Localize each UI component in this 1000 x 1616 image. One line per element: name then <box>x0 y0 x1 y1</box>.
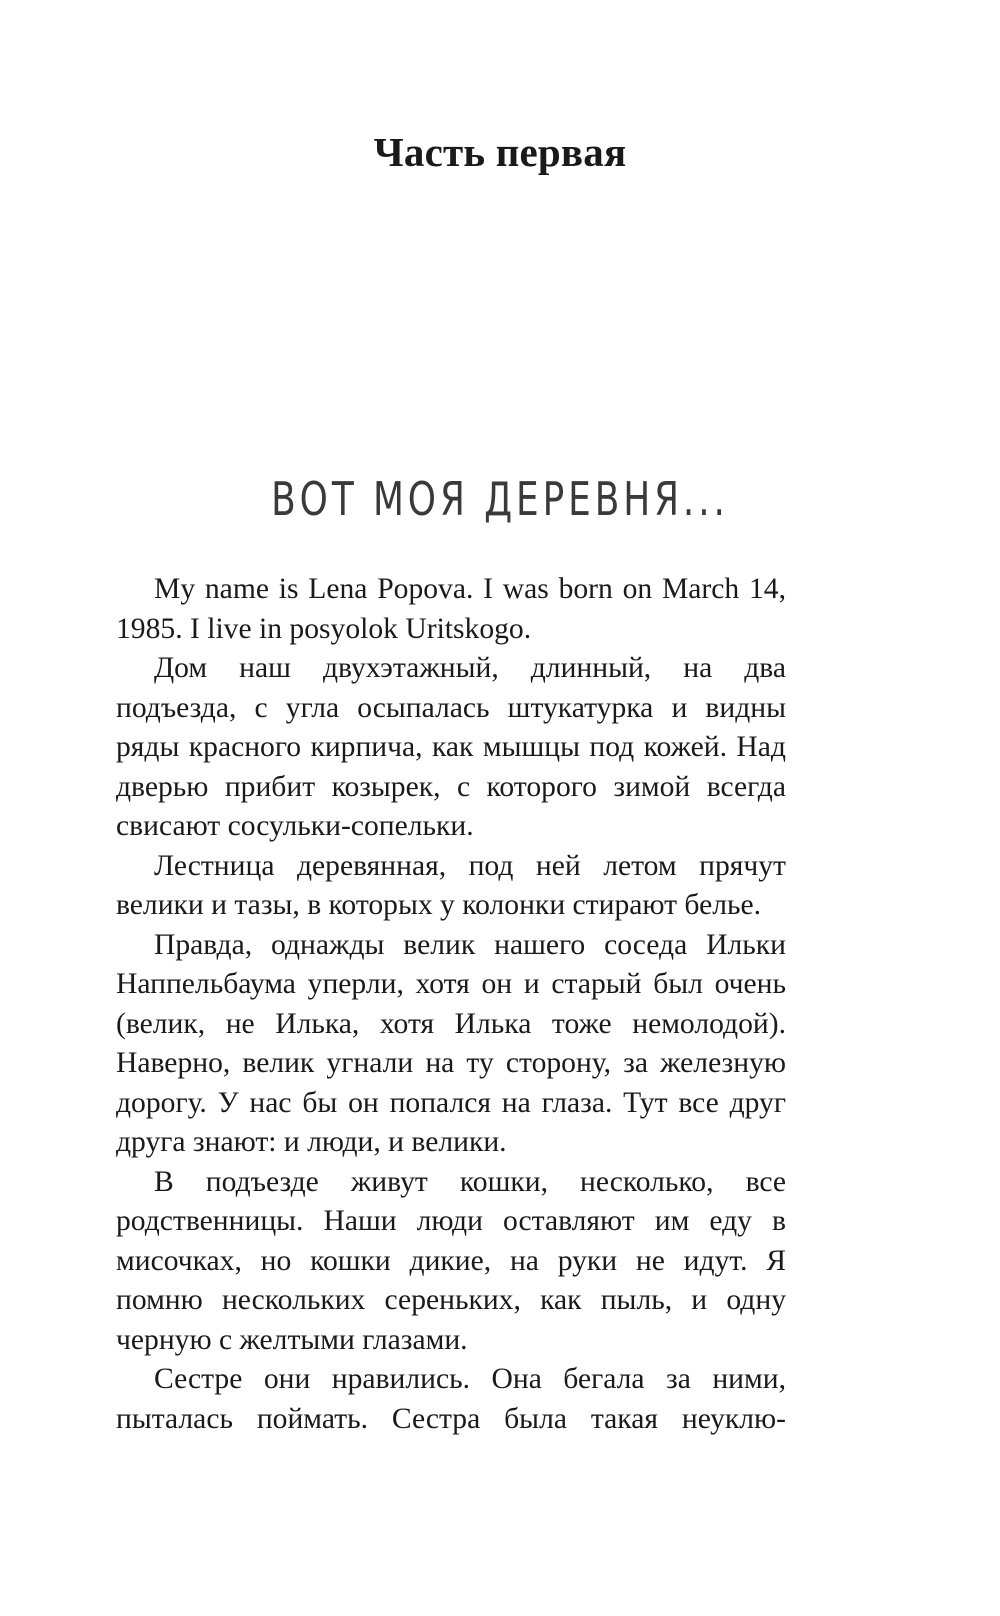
chapter-title: ВОТ МОЯ ДЕРЕВНЯ... <box>271 472 729 526</box>
part-title: Часть первая <box>373 129 627 175</box>
paragraph: В подъезде живут кошки, несколько, все родственницы. Наши люди оставляют им еду в мисочках, но кошки дикие, на руки не идут. Я помню нескольких сереньких, как пыль, и одну черную с желтыми глазами. <box>116 1165 786 1356</box>
paragraph: Лестница деревянная, под ней летом прячут велики и тазы, в которых у колонки стирают белье. <box>116 849 786 921</box>
paragraph: My name is Lena Popova. I was born on March 14, 1985. I live in posyolok Uritskogo. <box>116 573 786 645</box>
paragraph: Дом наш двухэтажный, длинный, на два подъезда, с угла осыпалась штукатурка и видны ряды красного кирпича, как мышцы под кожей. Над дверью прибит козырек, с которого зимой всегда свисают сосульки-сопельки. <box>116 652 786 842</box>
paragraph: Сестре они нравились. Она бегала за ними, пыталась поймать. Сестра была такая неуклю- <box>116 1363 786 1435</box>
body-text <box>116 570 786 1439</box>
paragraph: Правда, однажды велик нашего соседа Ильки Наппельбаума уперли, хотя он и старый был очень (велик, не Илька, хотя Илька тоже немолодой). Наверно, велик угнали на ту сторону, за железную дорогу. У нас бы он попался на глаза. Тут все друг друга знают: и люди, и велики. <box>116 928 786 1158</box>
